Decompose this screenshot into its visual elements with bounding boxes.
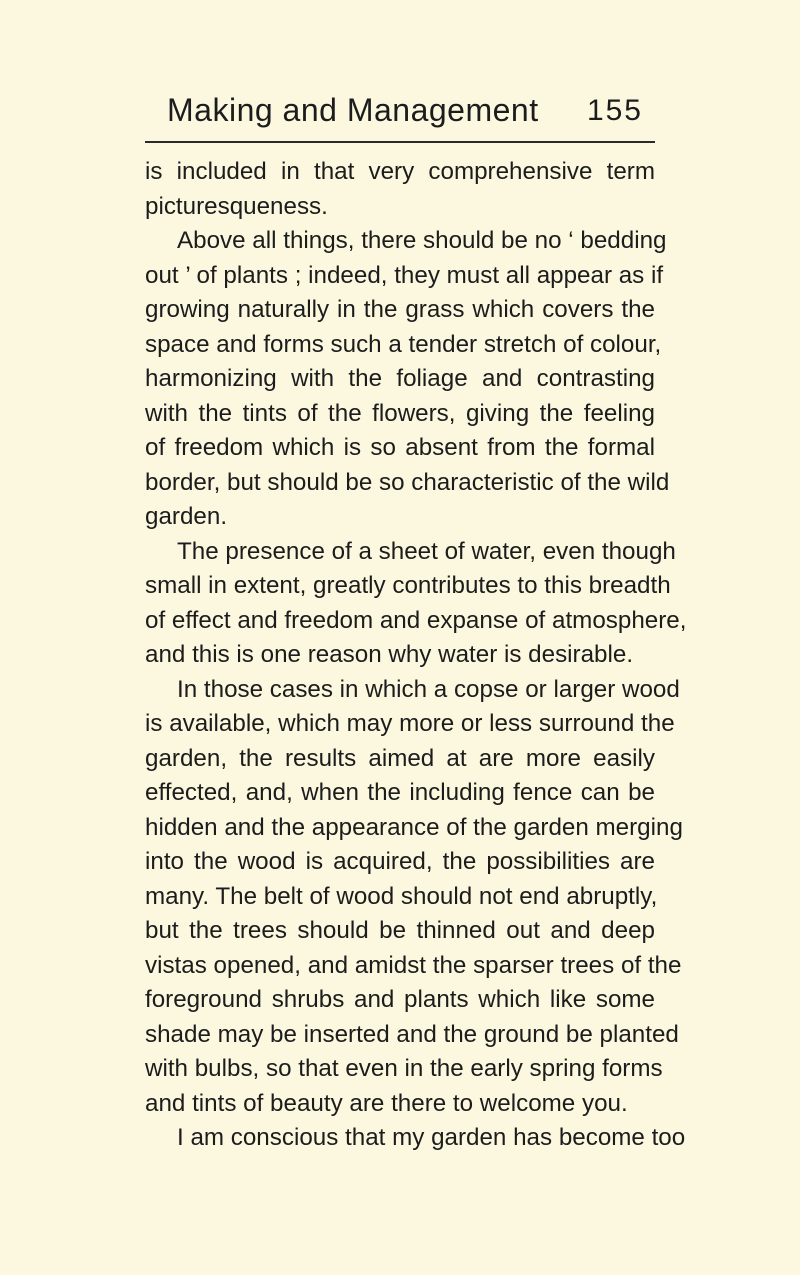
text-line: foreground shrubs and plants which like some <box>145 986 655 1013</box>
page-number: 155 <box>586 94 643 127</box>
text-line: of effect and freedom and expanse of atmosphere, <box>145 606 687 634</box>
text-line: but the trees should be thinned out and deep <box>145 917 655 944</box>
text-line: is included in that very comprehensive term <box>145 158 655 185</box>
text-line: harmonizing with the foliage and contrasting <box>145 365 655 392</box>
text-line: out ’ of plants ; indeed, they must all appear as if <box>145 261 664 289</box>
text-line: In those cases in which a copse or larger wood <box>177 675 680 703</box>
text-line: into the wood is acquired, the possibilities are <box>145 848 655 875</box>
text-line: with bulbs, so that even in the early spring forms <box>145 1055 663 1082</box>
text-line: garden, the results aimed at are more easily <box>145 744 655 772</box>
text-line: I am conscious that my garden has become too <box>177 1124 686 1151</box>
text-line: shade may be inserted and the ground be planted <box>145 1020 679 1048</box>
running-head-title: Making and Management <box>167 92 539 128</box>
text-line: many. The belt of wood should not end abruptly, <box>145 882 658 910</box>
text-line: garden. <box>145 503 228 530</box>
text-line: effected, and, when the including fence can be <box>145 779 655 806</box>
text-line: hidden and the appearance of the garden merging <box>145 813 683 841</box>
running-head <box>145 88 655 138</box>
text-line: is available, which may more or less surround the <box>145 710 675 737</box>
text-line: vistas opened, and amidst the sparser trees of the <box>145 951 682 979</box>
text-line: and this is one reason why water is desirable. <box>145 641 634 668</box>
text-line: The presence of a sheet of water, even though <box>177 537 676 565</box>
text-line: with the tints of the flowers, giving the feeling <box>145 399 655 427</box>
text-line: growing naturally in the grass which covers the <box>145 296 655 323</box>
text-line: border, but should be so characteristic of the wild <box>145 468 670 496</box>
text-line: picturesqueness. <box>145 192 328 220</box>
text-line: and tints of beauty are there to welcome you. <box>145 1089 628 1117</box>
body-text <box>145 155 687 1156</box>
header-rule <box>145 141 655 143</box>
text-line: Above all things, there should be no ‘ bedding <box>177 227 667 254</box>
text-line: of freedom which is so absent from the formal <box>145 434 655 461</box>
text-line: space and forms such a tender stretch of colour, <box>145 330 662 358</box>
text-line: small in extent, greatly contributes to this breadth <box>145 572 671 599</box>
